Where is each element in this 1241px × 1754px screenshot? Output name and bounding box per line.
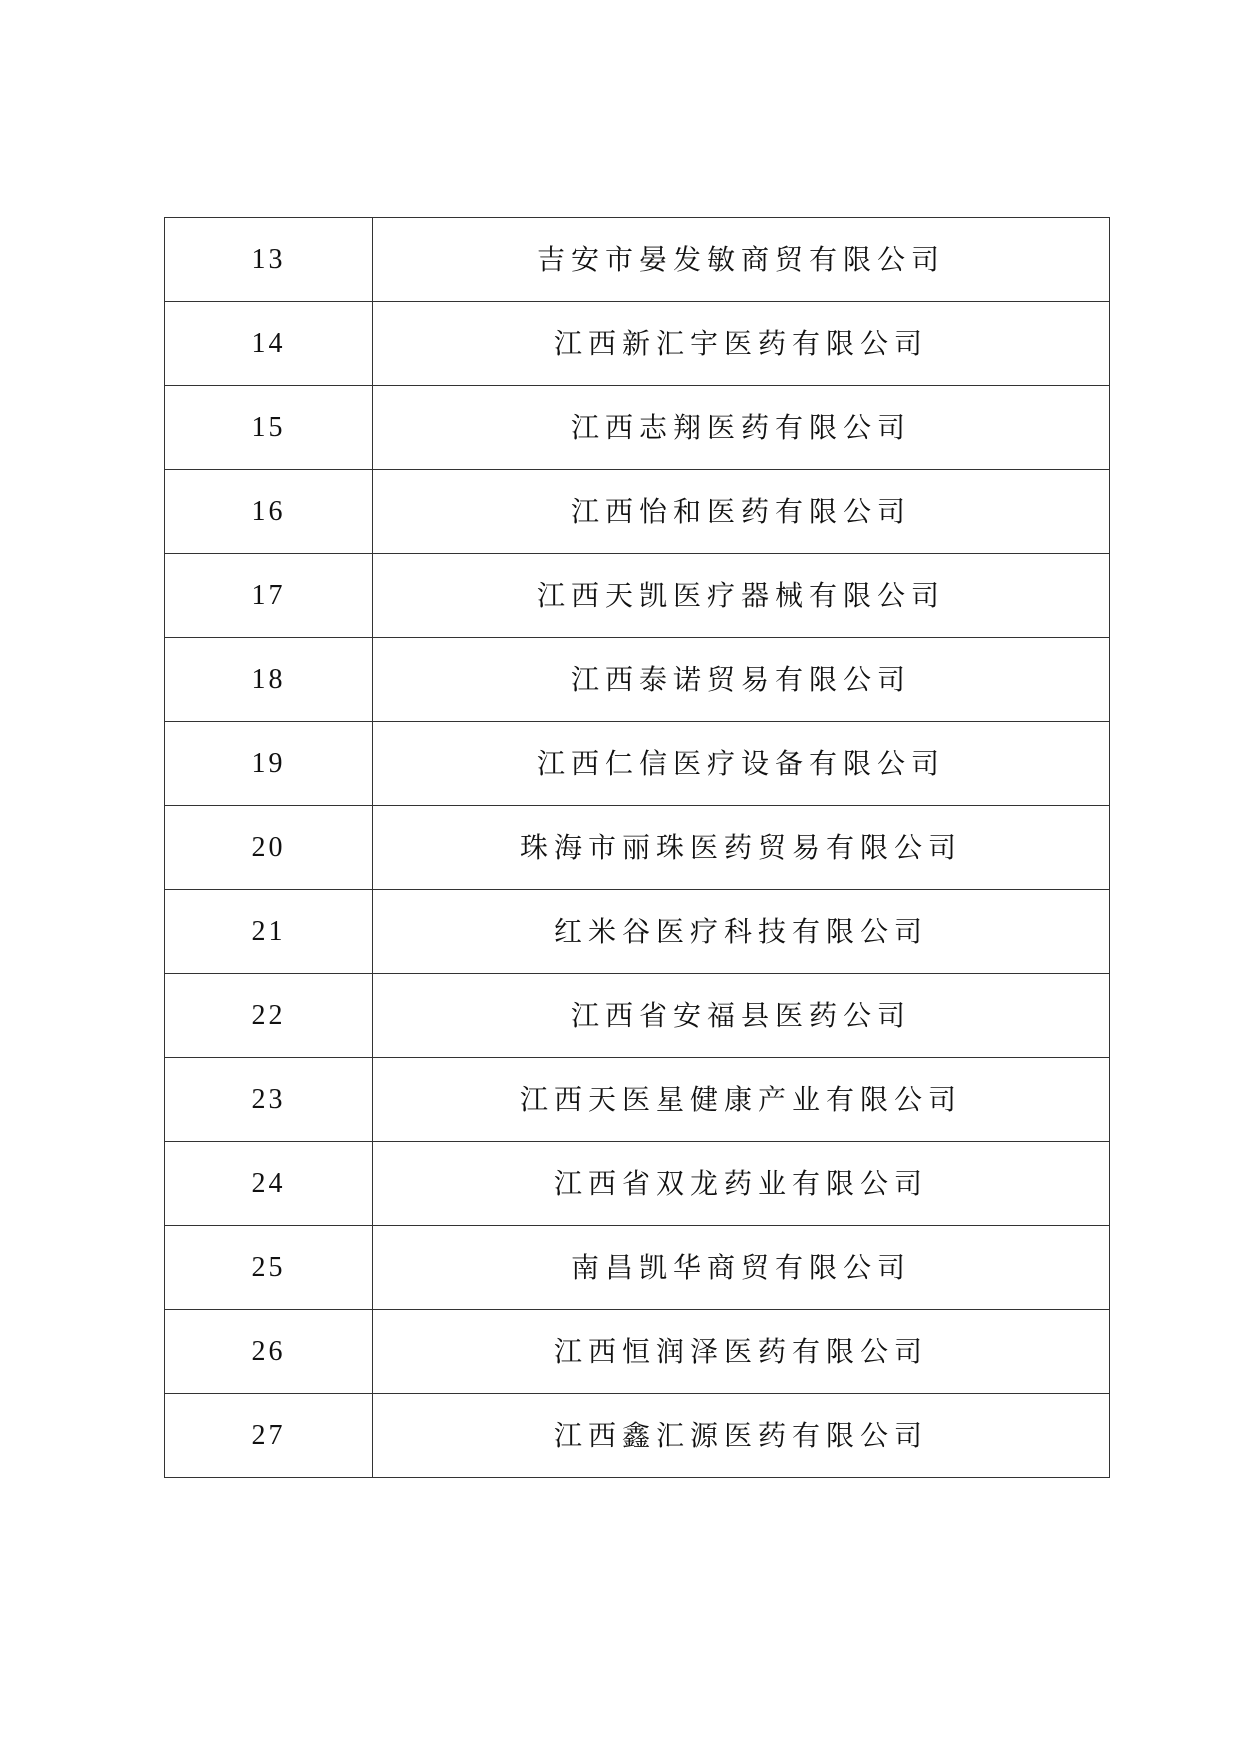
company-name-cell: 江西天凯医疗器械有限公司 (373, 554, 1110, 638)
company-name-cell: 江西省安福县医药公司 (373, 974, 1110, 1058)
row-number-cell: 19 (165, 722, 373, 806)
row-number-cell: 21 (165, 890, 373, 974)
row-number-cell: 25 (165, 1226, 373, 1310)
table-row (165, 806, 1110, 890)
company-name-cell: 江西仁信医疗设备有限公司 (373, 722, 1110, 806)
company-name-cell: 江西泰诺贸易有限公司 (373, 638, 1110, 722)
table-row (165, 1058, 1110, 1142)
company-name-cell: 江西怡和医药有限公司 (373, 470, 1110, 554)
table-row (165, 890, 1110, 974)
row-number-cell: 23 (165, 1058, 373, 1142)
row-number-cell: 15 (165, 386, 373, 470)
company-name-cell: 江西志翔医药有限公司 (373, 386, 1110, 470)
company-name-cell: 南昌凯华商贸有限公司 (373, 1226, 1110, 1310)
row-number-cell: 20 (165, 806, 373, 890)
table-row (165, 974, 1110, 1058)
table-row (165, 554, 1110, 638)
table-row (165, 1226, 1110, 1310)
row-number-cell: 14 (165, 302, 373, 386)
company-name-cell: 珠海市丽珠医药贸易有限公司 (373, 806, 1110, 890)
company-name-cell: 江西新汇宇医药有限公司 (373, 302, 1110, 386)
table-row (165, 1310, 1110, 1394)
row-number-cell: 17 (165, 554, 373, 638)
company-name-cell: 吉安市晏发敏商贸有限公司 (373, 218, 1110, 302)
company-name-cell: 江西天医星健康产业有限公司 (373, 1058, 1110, 1142)
company-list-body (165, 218, 1110, 1478)
company-name-cell: 江西省双龙药业有限公司 (373, 1142, 1110, 1226)
company-list-table (164, 217, 1110, 1478)
row-number-cell: 18 (165, 638, 373, 722)
table-row (165, 1394, 1110, 1478)
row-number-cell: 26 (165, 1310, 373, 1394)
table-row (165, 470, 1110, 554)
row-number-cell: 13 (165, 218, 373, 302)
table-row (165, 218, 1110, 302)
company-name-cell: 红米谷医疗科技有限公司 (373, 890, 1110, 974)
company-name-cell: 江西鑫汇源医药有限公司 (373, 1394, 1110, 1478)
table-row (165, 1142, 1110, 1226)
table-row (165, 386, 1110, 470)
table-row (165, 638, 1110, 722)
table-row (165, 722, 1110, 806)
table-row (165, 302, 1110, 386)
row-number-cell: 16 (165, 470, 373, 554)
row-number-cell: 22 (165, 974, 373, 1058)
company-name-cell: 江西恒润泽医药有限公司 (373, 1310, 1110, 1394)
row-number-cell: 27 (165, 1394, 373, 1478)
row-number-cell: 24 (165, 1142, 373, 1226)
